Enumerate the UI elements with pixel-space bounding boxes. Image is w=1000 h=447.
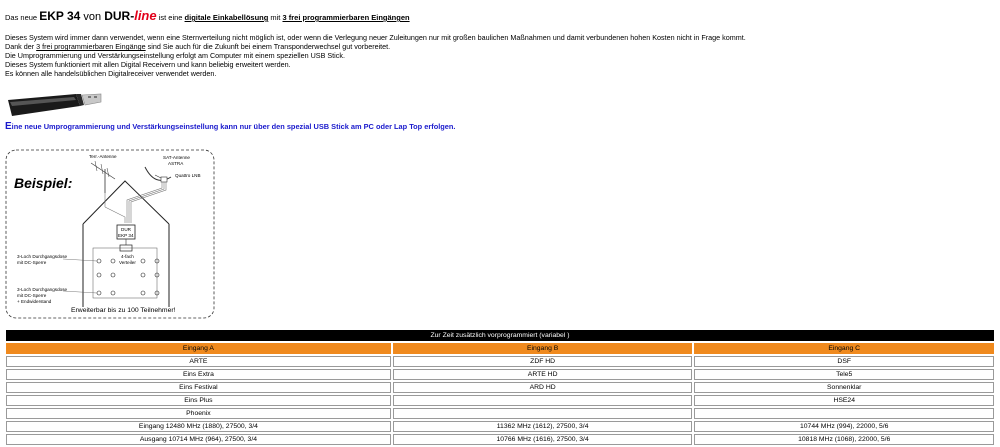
label-dose-2c: + Endwiderstand (17, 299, 52, 304)
table-cell: Eingang 12480 MHz (1880), 27500, 3/4 (6, 421, 391, 432)
table-cell: Eins Festival (6, 382, 391, 393)
label-verteiler-1: 4-fach (121, 254, 134, 259)
table-cell: ARTE (6, 356, 391, 367)
line2-pre: Dank der (5, 42, 37, 51)
description-line-2 (5, 42, 746, 51)
table-row (6, 395, 994, 406)
label-lnb: Quattro LNB (175, 173, 201, 178)
line2-post: sind Sie auch für die Zukunft bei einem Transponderwechsel gut vorbereitet. (145, 42, 391, 51)
label-dose-2a: 3-Loch Durchgangsdose (17, 287, 68, 292)
channel-table (4, 328, 996, 447)
table-cell: Sonnenklar (694, 382, 994, 393)
table-cell: 11362 MHz (1612), 27500, 3/4 (393, 421, 693, 432)
product-model: EKP 34 (39, 9, 81, 23)
table-cell: 10818 MHz (1068), 22000, 5/6 (694, 434, 994, 445)
table-cell: Eins Plus (6, 395, 391, 406)
description-line-3: Die Umprogrammierung und Verstärkungseinstellung erfolgt am Computer mit einem speziellen USB Stick. (5, 51, 345, 60)
label-box-1: DUR (121, 227, 131, 232)
diagram-caption: Erweiterbar bis zu 100 Teilnehmer! (71, 307, 176, 314)
installation-diagram (5, 149, 215, 319)
table-row (6, 356, 994, 367)
brand-line: line (134, 8, 157, 23)
table-cell: 10766 MHz (1616), 27500, 3/4 (393, 434, 693, 445)
headline (5, 8, 410, 23)
label-terr-antenne: Terr.-Antenne (89, 154, 117, 159)
table-cell: Eins Extra (6, 369, 391, 380)
table-cell: ARTE HD (393, 369, 693, 380)
usb-stick-image (6, 86, 102, 120)
label-dose-1a: 3-Loch Durchgangsdose (17, 254, 68, 259)
label-box-2: EKP 34 (118, 233, 134, 238)
table-cell: HSE24 (694, 395, 994, 406)
usb-note-text: ine neue Umprogrammierung und Verstärkungseinstellung kann nur über den spezial USB Stick am PC oder Lap Top erfolgen. (11, 122, 456, 131)
table-cell: ZDF HD (393, 356, 693, 367)
label-verteiler-2: Verteiler (119, 260, 136, 265)
header-eingang-a: Eingang A (6, 343, 391, 354)
headline-von: von (80, 11, 105, 23)
link-eingaenge[interactable]: 3 frei programmierbaren Eingängen (282, 13, 410, 22)
header-eingang-c: Eingang C (694, 343, 994, 354)
table-row (6, 408, 994, 419)
table-title: Zur Zeit zusätzlich vorprogrammiert (variabel ) (6, 330, 994, 341)
table-cell (393, 395, 693, 406)
header-eingang-b: Eingang B (393, 343, 693, 354)
label-sat-antenne-2: ASTRA (168, 161, 184, 166)
label-dose-2b: mit DC-Sperre (17, 293, 47, 298)
usb-info-note (5, 121, 455, 132)
table-cell: Phoenix (6, 408, 391, 419)
table-row (6, 382, 994, 393)
table-cell: Tele5 (694, 369, 994, 380)
table-cell: Ausgang 10714 MHz (964), 27500, 3/4 (6, 434, 391, 445)
description-paragraph (5, 33, 746, 78)
usb-note-capital: E (5, 121, 12, 132)
table-cell: DSF (694, 356, 994, 367)
description-line-1: Dieses System wird immer dann verwendet, wenn eine Sternverteilung nicht möglich ist, oder wenn die Verlegung neuer Zuleitungen nur mit großen baulichen Maßnahmen und damit verbundenen hohen Kosten nicht in Frage kommt. (5, 33, 746, 42)
headline-mid: ist eine (156, 13, 185, 22)
link-einkabelloesung[interactable]: digitale Einkabellösung (184, 13, 269, 22)
label-dose-1b: mit DC-Sperre (17, 260, 47, 265)
headline-intro: Das neue (5, 13, 40, 22)
label-sat-antenne-1: SAT-Antenne (163, 155, 190, 160)
table-row (6, 434, 994, 445)
table-cell: 10744 MHz (994), 22000, 5/6 (694, 421, 994, 432)
table-row (6, 421, 994, 432)
table-cell (694, 408, 994, 419)
brand-dur: DUR- (104, 9, 135, 23)
description-line-4: Dieses System funktioniert mit allen Digital Receivern und kann beliebig erweitert werden. (5, 60, 291, 69)
headline-with: mit (268, 13, 283, 22)
link-programmierbare-eingaenge[interactable]: 3 frei programmierbaren Eingänge (36, 42, 146, 51)
table-cell (393, 408, 693, 419)
table-cell: ARD HD (393, 382, 693, 393)
description-line-5: Es können alle handelsüblichen Digitalreceiver verwendet werden. (5, 69, 217, 78)
diagram-title: Beispiel: (14, 175, 73, 191)
table-row (6, 369, 994, 380)
